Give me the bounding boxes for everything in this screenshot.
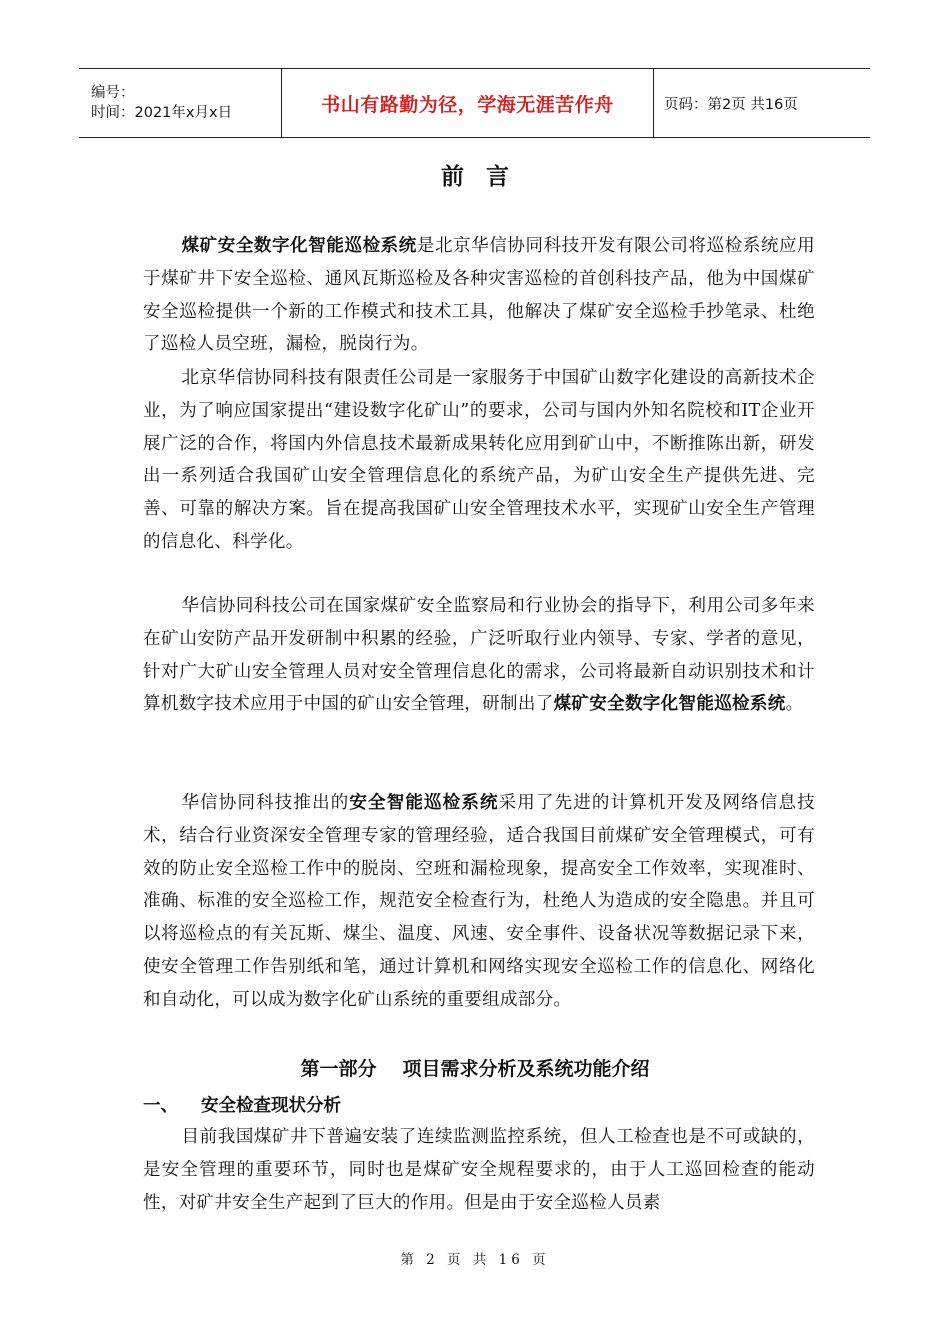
page-title: 前言 [441, 164, 531, 190]
paragraph-1-text: 是北京华信协同科技开发有限公司将巡检系统应用于煤矿井下安全巡检、通风瓦斯巡检及各种灾害巡检的首创科技产品，他为中国煤矿安全巡检提供一个新的工作模式和技术工具，他解决了煤矿安全巡检手抄笔录、杜绝了巡检人员空班，漏检，脱岗行为。 [143, 236, 815, 355]
header-meta [79, 69, 281, 137]
paragraph-3-text: 华信协同科技公司在国家煤矿安全监察局和行业协会的指导下，利用公司多年来在矿山安防产品开发研制中积累的经验，广泛听取行业内领导、专家、学者的意见，针对广大矿山安全管理人员对安全管理信息化的需求，公司将最新自动识别技术和计算机数字技术应用于中国的矿山安全管理，研制出了 [143, 596, 815, 715]
paragraph-4-text: 采用了先进的计算机开发及网络信息技术，结合行业资深安全管理专家的管理经验，适合我国目前煤矿安全管理模式，可有效的防止安全巡检工作中的脱岗、空班和漏检现象，提高安全工作效率，实现准时、准确、标准的安全巡检工作，规范安全检查行为，杜绝人为造成的安全隐患。并且可以将巡检点的有关瓦斯、煤尘、温度、风速、安全事件、设备状况等数据记录下来，使安全管理工作告别纸和笔，通过计算机和网络实现安全巡检工作的信息化、网络化和自动化，可以成为数字化矿山系统的重要组成部分。 [143, 793, 815, 1010]
motto-text: 书山有路勤为径，学海无涯苦作舟 [321, 93, 614, 116]
part-label: 第一部分 [300, 1058, 377, 1080]
section-number: 一、 [143, 1096, 178, 1116]
paragraph-4 [143, 787, 815, 1017]
part-heading [0, 1054, 950, 1081]
paragraph-3-end: 。 [785, 694, 804, 715]
paragraph-5: 目前我国煤矿井下普遍安装了连续监测监控系统，但人工检查也是不可或缺的，是安全管理的重要环节，同时也是煤矿安全规程要求的，由于人工巡回检查的能动性，对矿井安全生产起到了巨大的作用。但是由于安全巡检人员素 [143, 1127, 815, 1213]
page-footer: 第 2 页 共 16 页 [400, 1252, 550, 1268]
product-name-bold: 煤矿安全数字化智能巡检系统 [553, 694, 786, 715]
paragraph-2: 北京华信协同科技有限责任公司是一家服务于中国矿山数字化建设的高新技术企业，为了响应国家提出“建设数字化矿山”的要求，公司与国内外知名院校和IT企业开展广泛的合作，将国内外信息技术最新成果转化应用到矿山中，不断推陈出新，研发出一系列适合我国矿山安全管理信息化的系统产品，为矿山安全生产提供先进、完善、可靠的解决方案。旨在提高我国矿山安全管理技术水平，实现矿山安全生产管理的信息化、科学化。 [143, 368, 815, 552]
header-motto-cell [281, 69, 654, 137]
part-name: 项目需求分析及系统功能介绍 [402, 1058, 650, 1080]
paragraph-4-start: 华信协同科技推出的 [181, 793, 350, 813]
paragraph-3 [143, 590, 815, 721]
page-info: 页码：第2页 共16页 [664, 96, 798, 113]
product-name-bold: 煤矿安全数字化智能巡检系统 [181, 236, 417, 256]
time-label: 时间：2021年x月x日 [91, 105, 233, 121]
paragraph-1 [143, 230, 815, 361]
number-label: 编号： [91, 85, 135, 101]
section-heading [143, 1092, 341, 1117]
system-name-bold: 安全智能巡检系统 [349, 793, 499, 813]
section-title: 安全检查现状分析 [201, 1096, 341, 1116]
page-header [79, 68, 870, 138]
